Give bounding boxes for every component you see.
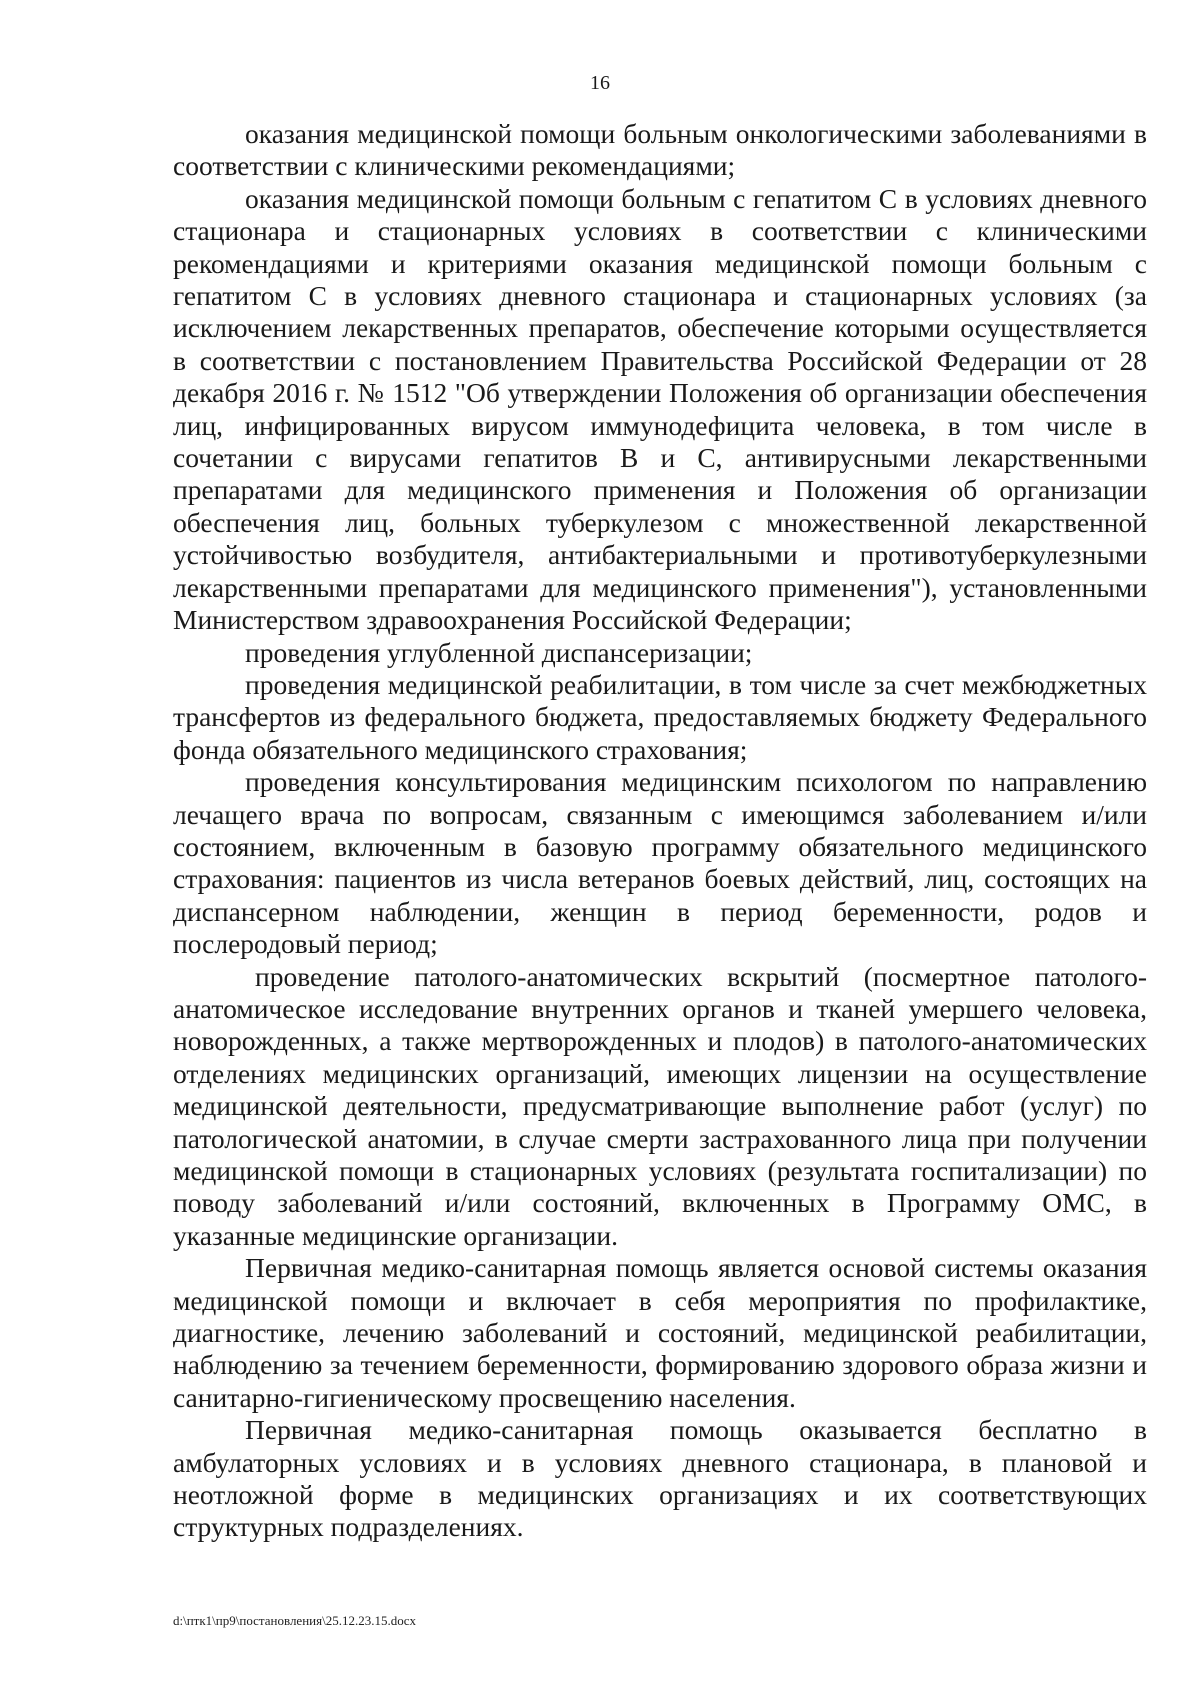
page-number: 16 (590, 72, 610, 94)
paragraph-psychologist: проведения консультирования медицинским психологом по направлению лечащего врача по вопросам, связанным с имеющимся заболеванием и/или состоянием, включенным в базовую программу обязательного медицинского страхования: пациентов из числа ветеранов боевых действий, лиц, состоящих на диспансерном наблюдении, женщин в период беременности, родов и послеродовый период; (173, 766, 1147, 960)
paragraph-rehabilitation: проведения медицинской реабилитации, в том числе за счет межбюджетных трансфертов из федерального бюджета, предоставляемых бюджету Федерального фонда обязательного медицинского страхования; (173, 668, 1147, 765)
paragraph-primary-care-free: Первичная медико-санитарная помощь оказывается бесплатно в амбулаторных условиях и в условиях дневного стационара, в плановой и неотложной форме в медицинских организациях и их соответствующих структурных подразделениях. (173, 1414, 1147, 1543)
document-body (173, 118, 1147, 1544)
paragraph-oncology: оказания медицинской помощи больным онкологическими заболеваниями в соответствии с клиническими рекомендациями; (173, 118, 1147, 182)
paragraph-hepatitis-c: оказания медицинской помощи больным с гепатитом С в условиях дневного стационара и стационарных условиях в соответствии с клиническими рекомендациями и критериями оказания медицинской помощи больным с гепатитом С в условиях дневного стационара и стационарных условиях (за исключением лекарственных препаратов, обеспечение которыми осуществляется в соответствии с постановлением Правительства Российской Федерации от 28 декабря 2016 г. № 1512 "Об утверждении Положения об организации обеспечения лиц, инфицированных вирусом иммунодефицита человека, в том числе в сочетании с вирусами гепатитов В и С, антивирусными лекарственными препаратами для медицинского применения и Положения об организации обеспечения лиц, больных туберкулезом с множественной лекарственной устойчивостью возбудителя, антибактериальными и противотуберкулезными лекарственными препаратами для медицинского применения"), установленными Министерством здравоохранения Российской Федерации; (173, 182, 1147, 636)
footer-file-path: d:\птк1\пр9\постановления\25.12.23.15.docx (173, 1613, 416, 1628)
paragraph-primary-care-basis: Первичная медико-санитарная помощь является основой системы оказания медицинской помощи и включает в себя мероприятия по профилактике, диагностике, лечению заболеваний и состояний, медицинской реабилитации, наблюдению за течением беременности, формированию здорового образа жизни и санитарно-гигиеническому просвещению населения. (173, 1252, 1147, 1413)
paragraph-autopsy: проведение патолого-анатомических вскрытий (посмертное патолого-анатомическое исследование внутренних органов и тканей умершего человека, новорожденных, а также мертворожденных и плодов) в патолого-анатомических отделениях медицинских организаций, имеющих лицензии на осуществление медицинской деятельности, предусматривающие выполнение работ (услуг) по патологической анатомии, в случае смерти застрахованного лица при получении медицинской помощи в стационарных условиях (результата госпитализации) по поводу заболеваний и/или состояний, включенных в Программу ОМС, в указанные медицинские организации. (173, 960, 1147, 1251)
paragraph-dispensarization: проведения углубленной диспансеризации; (245, 636, 753, 668)
